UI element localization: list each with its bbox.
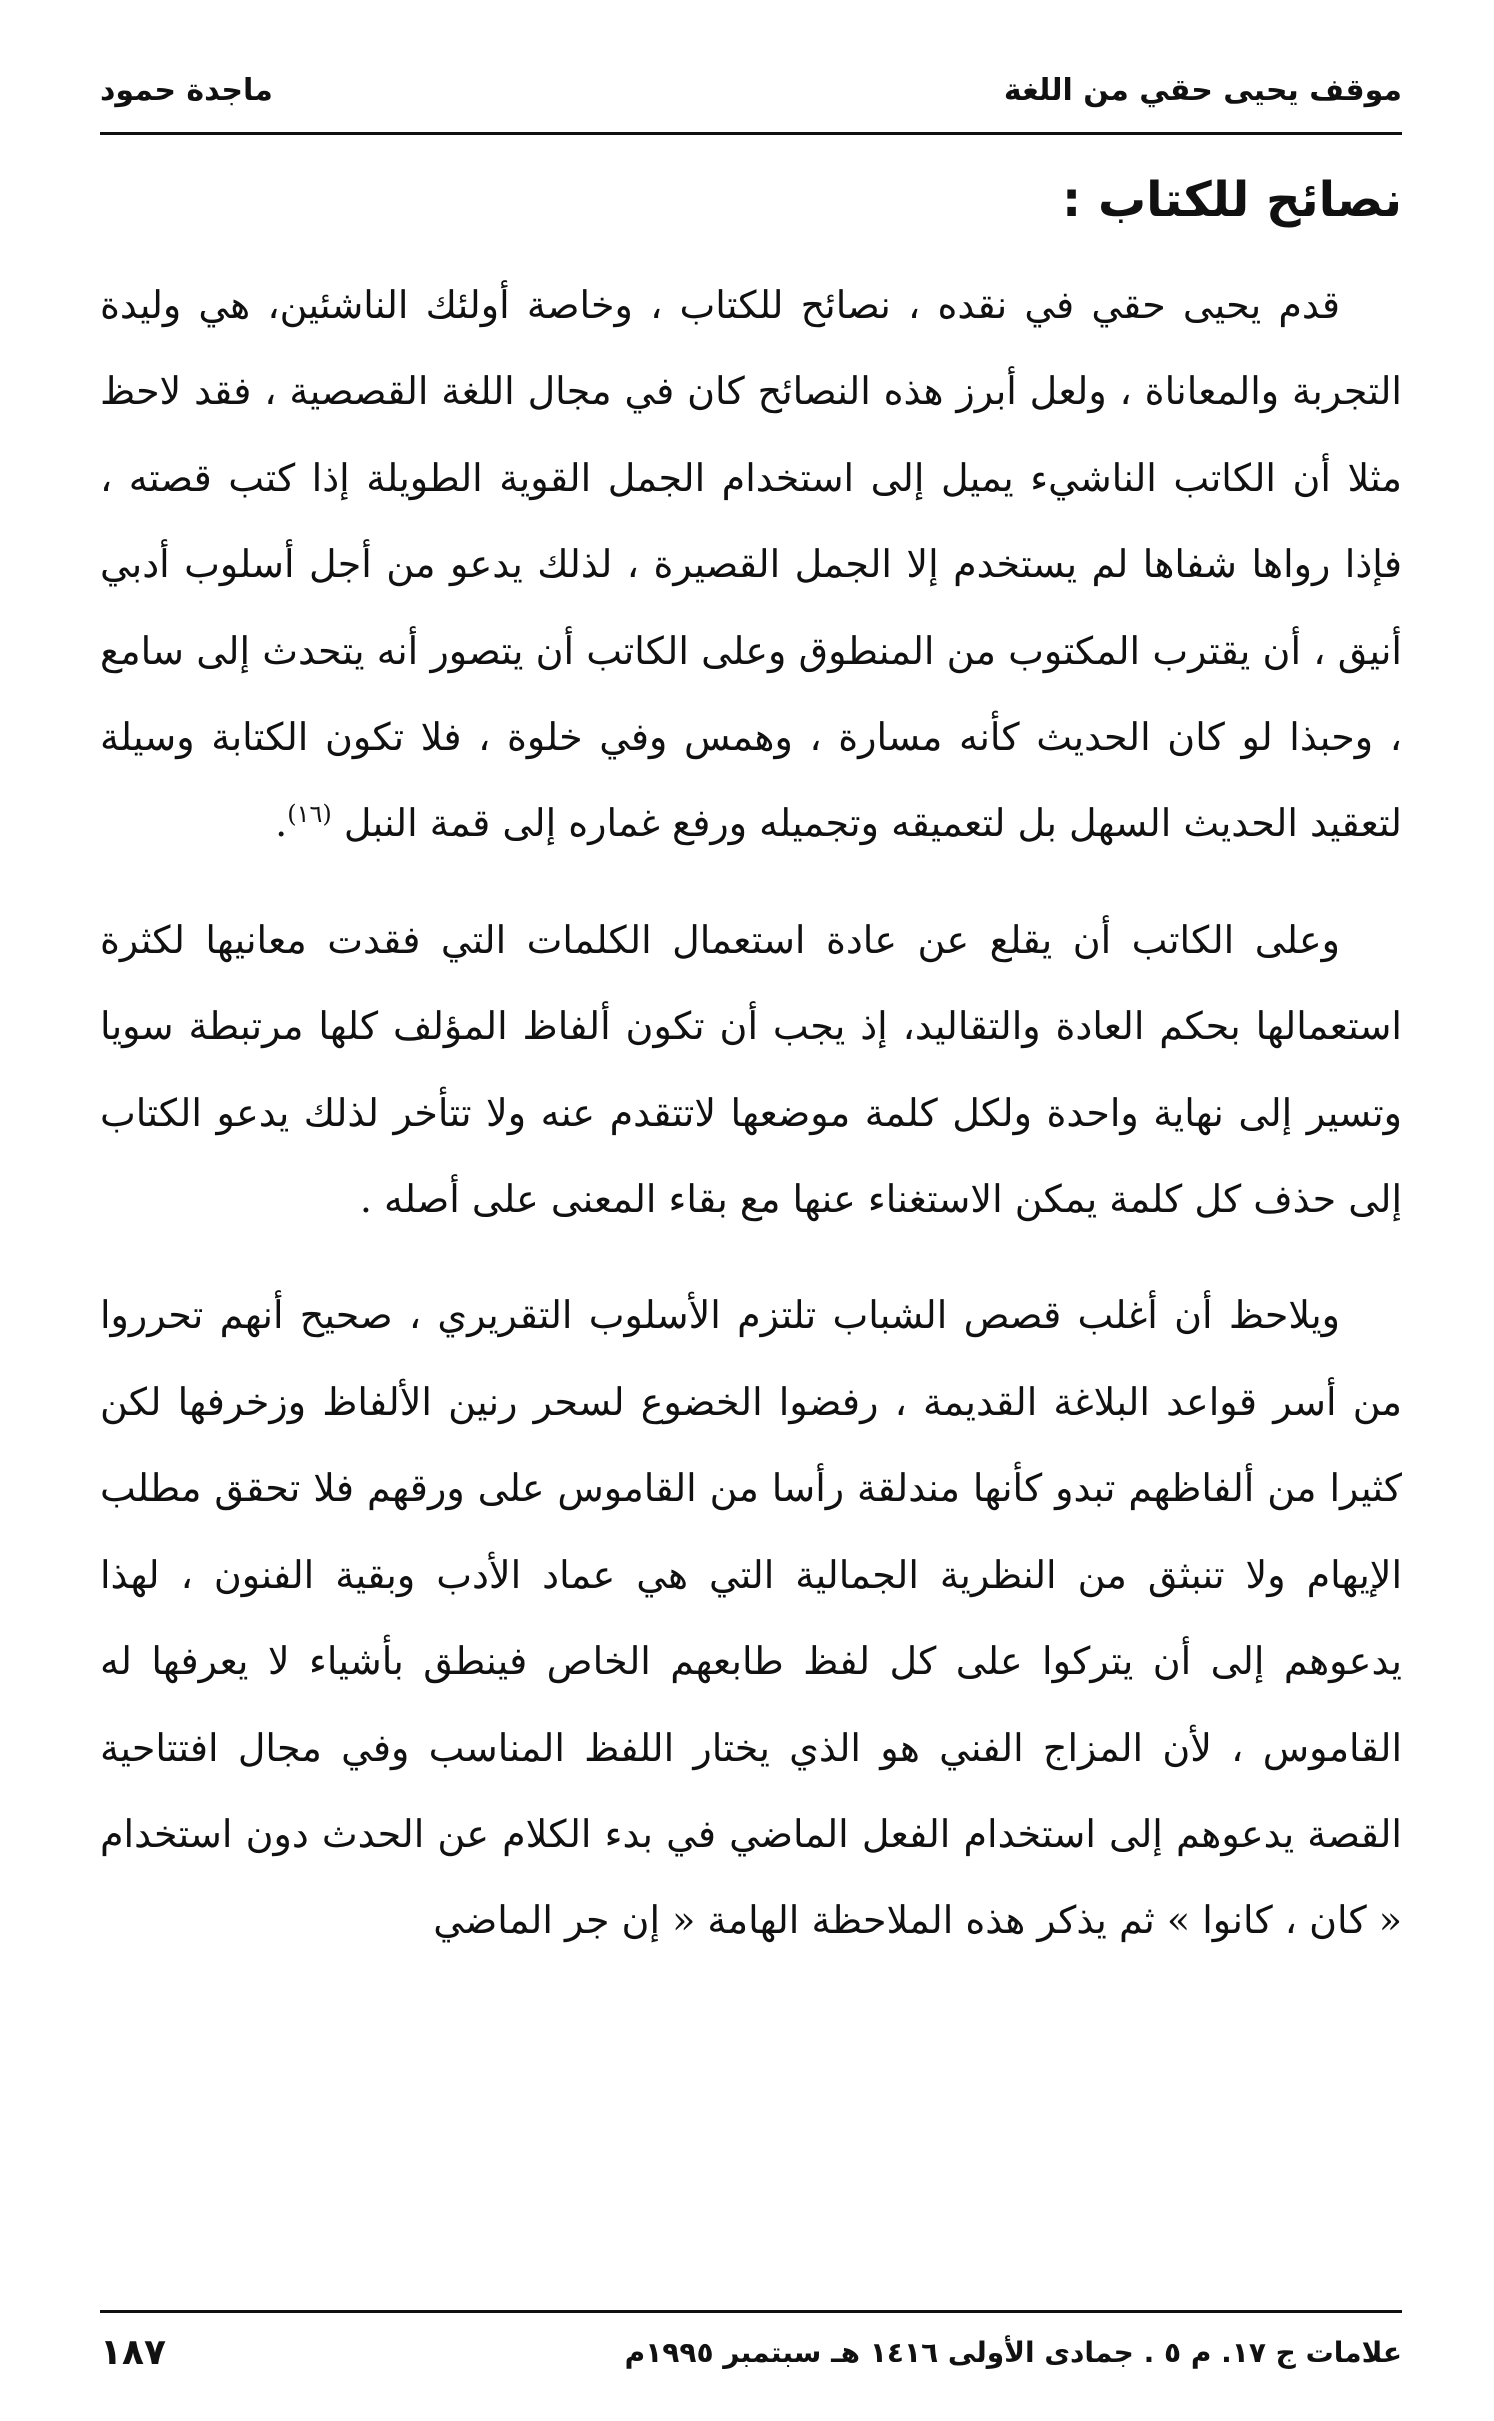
article-title: موقف يحيى حقي من اللغة: [1003, 72, 1402, 108]
author-name: ماجدة حمود: [100, 72, 273, 108]
running-footer: [100, 2322, 1402, 2382]
paragraph-1-text: قدم يحيى حقي في نقده ، نصائح للكتاب ، وخاصة أولئك الناشئين، هي وليدة التجربة والمعاناة ، ولعل أبرز هذه النصائح كان في مجال اللغة القصصية ، فقد لاحظ مثلا أن الكاتب الناشيء يميل إلى استخدام الجمل القوية الطويلة إذا كتب قصته ، فإذا رواها شفاها لم يستخدم إلا الجمل القصيرة ، لذلك يدعو من أجل أسلوب أدبي أنيق ، أن يقترب المكتوب من المنطوق وعلى الكاتب أن يتصور أنه يتحدث إلى سامع ، وحبذا لو كان الحديث كأنه مسارة ، وهمس وفي خلوة ، فلا تكون الكتابة وسيلة لتعقيد الحديث السهل بل لتعميقه وتجميله ورفع غماره إلى قمة النبل: [100, 283, 1402, 846]
page-number: ١٨٧: [100, 2331, 166, 2373]
footer-divider: [100, 2310, 1402, 2313]
article-body: [100, 262, 1402, 1964]
footnote-reference[interactable]: (١٦): [287, 800, 332, 829]
paragraph-1-end: .: [275, 801, 288, 846]
running-header: [100, 60, 1402, 120]
paragraph-3: ويلاحظ أن أغلب قصص الشباب تلتزم الأسلوب التقريري ، صحيح أنهم تحرروا من أسر قواعد البلاغة القديمة ، رفضوا الخضوع لسحر رنين الألفاظ وزخرفها لكن كثيرا من ألفاظهم تبدو كأنها مندلقة رأسا من القاموس على ورقهم فلا تحقق مطلب الإيهام ولا تنبثق من النظرية الجمالية التي هي عماد الأدب وبقية الفنون ، لهذا يدعوهم إلى أن يتركوا على كل لفظ طابعهم الخاص فينطق بأشياء لا يعرفها له القاموس ، لأن المزاج الفني هو الذي يختار اللفظ المناسب وفي مجال افتتاحية القصة يدعوهم إلى استخدام الفعل الماضي في بدء الكلام عن الحدث دون استخدام « كان ، كانوا » ثم يذكر هذه الملاحظة الهامة « إن جر الماضي: [100, 1293, 1402, 1943]
journal-issue-info: علامات ج ١٧. م ٥ . جمادى الأولى ١٤١٦ هـ سبتمبر ١٩٩٥م: [624, 2335, 1402, 2369]
header-divider: [100, 132, 1402, 135]
section-heading: نصائح للكتاب :: [1062, 172, 1402, 228]
paragraph-2: وعلى الكاتب أن يقلع عن عادة استعمال الكلمات التي فقدت معانيها لكثرة استعمالها بحكم العادة والتقاليد، إذ يجب أن تكون ألفاظ المؤلف كلها مرتبطة سويا وتسير إلى نهاية واحدة ولكل كلمة موضعها لاتتقدم عنه ولا تتأخر لذلك يدعو الكتاب إلى حذف كل كلمة يمكن الاستغناء عنها مع بقاء المعنى على أصله .: [100, 917, 1402, 1222]
paragraph-1: [100, 262, 1402, 867]
